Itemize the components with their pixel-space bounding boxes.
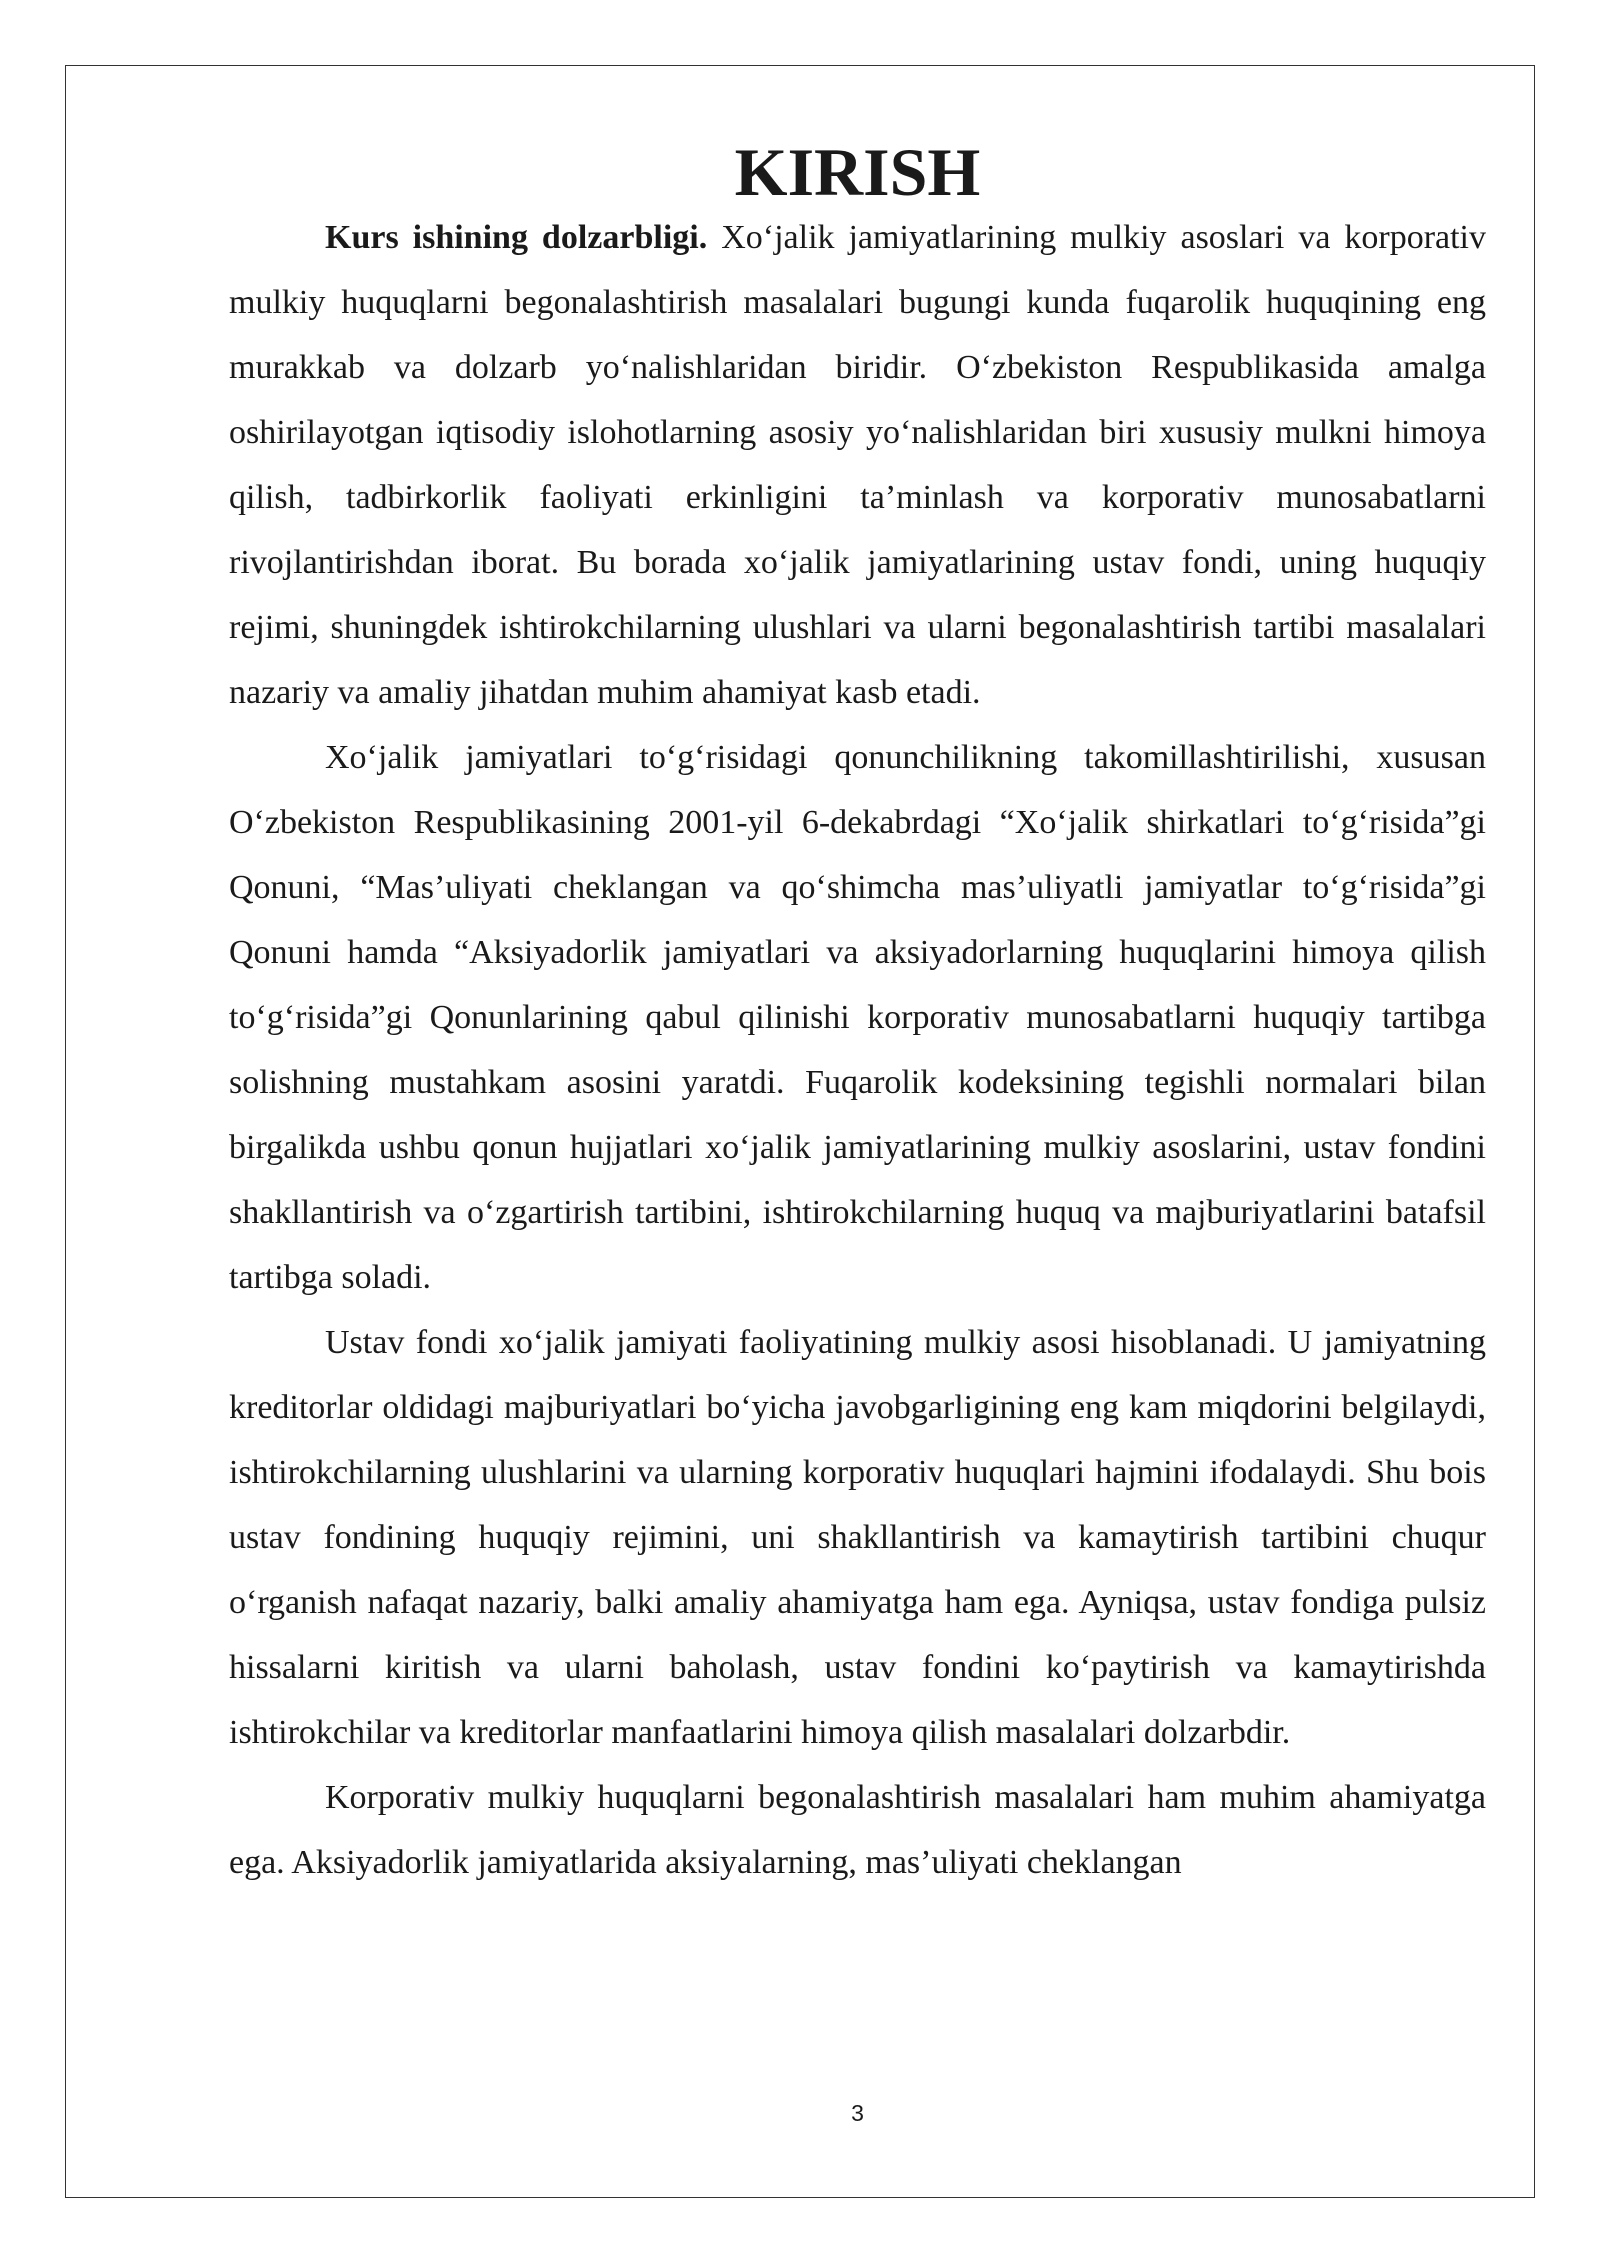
paragraph-text: Ustav fondi xo‘jalik jamiyati faoliyatining mulkiy asosi hisoblanadi. U jamiyatning kreditorlar oldidagi majburiyatlari bo‘yicha javobgarligining eng kam miqdorini belgilaydi, ishtirokchilarning ulushlarini va ularning korporativ huquqlari hajmini ifodalaydi. Shu bois ustav fondining huquqiy rejimini, uni shakllantirish va kamaytirish tartibini chuqur o‘rganish nafaqat nazariy, balki amaliy ahamiyatga ham ega. Ayniqsa, ustav fondiga pulsiz hissalarni kiritish va ularni baholash, ustav fondini ko‘paytirish va kamaytirishda ishtirokchilar va kreditorlar manfaatlarini himoya qilish masalalari dolzarbdir. — [229, 1324, 1486, 1751]
paragraph-text: Xo‘jalik jamiyatlari to‘g‘risidagi qonunchilikning takomillashtirilishi, xususan O‘zbekiston Respublikasining 2001-yil 6-dekabrdagi “Xo‘jalik shirkatlari to‘g‘risida”gi Qonuni, “Mas’uliyati cheklangan va qo‘shimcha mas’uliyatli jamiyatlar to‘g‘risida”gi Qonuni hamda “Aksiyadorlik jamiyatlari va aksiyadorlarning huquqlarini himoya qilish to‘g‘risida”gi Qonunlarining qabul qilinishi korporativ munosabatlarni huquqiy tartibga solishning mustahkam asosini yaratdi. Fuqarolik kodeksining tegishli normalari bilan birgalikda ushbu qonun hujjatlari xo‘jalik jamiyatlarining mulkiy asoslarini, ustav fondini shakllantirish va o‘zgartirish tartibini, ishtirokchilarning huquq va majburiyatlarini batafsil tartibga soladi. — [229, 739, 1486, 1296]
paragraph-text: Korporativ mulkiy huquqlarni begonalashtirish masalalari ham muhim ahamiyatga ega. Aksiyadorlik jamiyatlarida aksiyalarning, mas’uliyati cheklangan — [229, 1779, 1486, 1881]
paragraph-charter-fund — [229, 1310, 1486, 1765]
page-number: 3 — [851, 2100, 864, 2126]
paragraph-legislation — [229, 725, 1486, 1310]
document-body — [229, 134, 1487, 1895]
paragraph-text: Xo‘jalik jamiyatlarining mulkiy asoslari va korporativ mulkiy huquqlarni begonalashtirish masalalari bugungi kunda fuqarolik huquqining eng murakkab va dolzarb yo‘nalishlaridan biridir. O‘zbekiston Respublikasida amalga oshirilayotgan iqtisodiy islohotlarning asosiy yo‘nalishlaridan biri xususiy mulkni himoya qilish, tadbirkorlik faoliyati erkinligini ta’minlash va korporativ munosabatlarni rivojlantirishdan iborat. Bu borada xo‘jalik jamiyatlarining ustav fondi, uning huquqiy rejimi, shuningdek ishtirokchilarning ulushlari va ularni begonalashtirish tartibi masalalari nazariy va amaliy jihatdan muhim ahamiyat kasb etadi. — [229, 219, 1487, 711]
section-heading: KIRISH — [734, 134, 981, 210]
paragraph-lead: Kurs ishining dolzarbligi. — [325, 219, 708, 256]
paragraph-relevance — [229, 205, 1486, 725]
paragraph-alienation — [229, 1765, 1486, 1895]
